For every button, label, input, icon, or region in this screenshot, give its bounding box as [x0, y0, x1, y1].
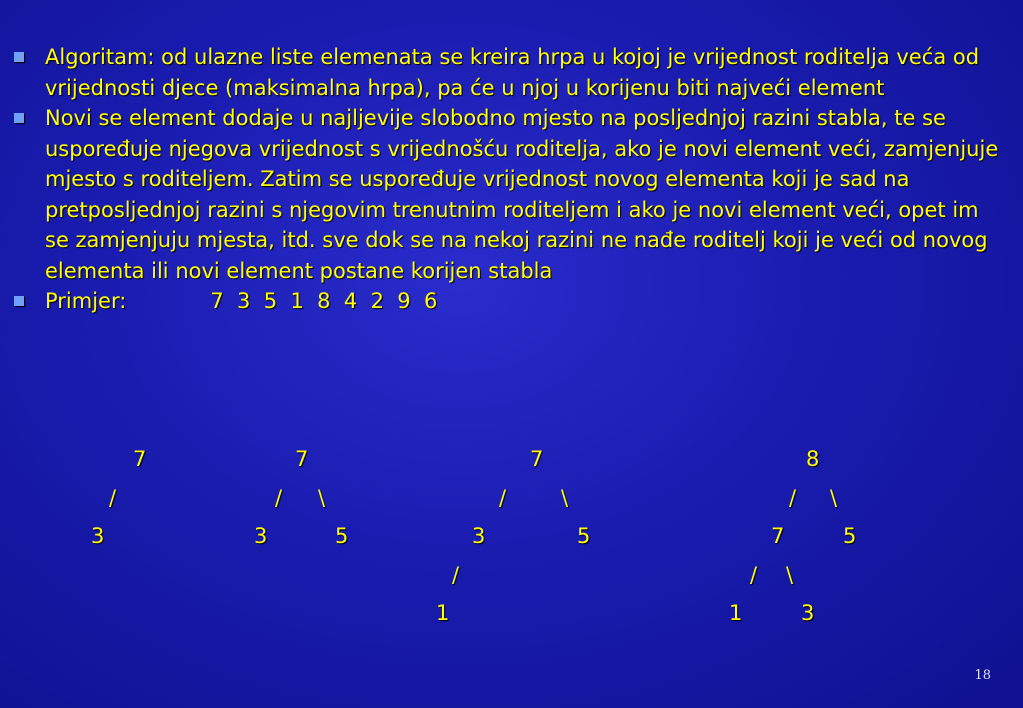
bullet-list — [14, 42, 1004, 317]
tree-node: 1 — [436, 601, 450, 625]
tree-edge: \ — [561, 486, 569, 510]
bullet-item-algorithm — [14, 42, 1004, 103]
tree-node: 7 — [530, 447, 544, 471]
tree-edge: / — [750, 563, 758, 587]
bullet-item-example — [14, 286, 1004, 317]
bullet-square-icon — [14, 113, 24, 123]
tree-edge: \ — [786, 563, 794, 587]
tree-node: 5 — [843, 524, 857, 548]
tree-node: 3 — [801, 601, 815, 625]
tree-node: 8 — [806, 447, 820, 471]
example-label: Primjer: — [45, 289, 127, 313]
tree-node: 5 — [577, 524, 591, 548]
tree-edge: / — [275, 486, 283, 510]
bullet-text: Novi se element dodaje u najljevije slobodno mjesto na posljednjoj razini stabla, te se uspoređuje njegova vrijednost s vrijednošću roditelja, ako je novi element veći, zamjenjuje mjesto s roditeljem. Zatim se uspoređuje vrijednost novog elementa koji je sad na pretposljednjoj razini s njegovim trenutnim roditeljem i ako je novi element veći, opet im se zamjenjuju mjesta, itd. sve dok se na nekoj razini ne nađe roditelj koji je veći od novog elementa ili novi element postane korijen stabla — [45, 106, 999, 283]
tree-edge: / — [789, 486, 797, 510]
bullet-item-insertion — [14, 103, 1004, 286]
bullet-square-icon — [14, 52, 24, 62]
tree-node: 3 — [254, 524, 268, 548]
tree-node: 7 — [295, 447, 309, 471]
tree-node: 7 — [133, 447, 147, 471]
tree-edge: / — [452, 563, 460, 587]
tree-edge: / — [109, 486, 117, 510]
page-number: 18 — [974, 668, 991, 683]
tree-node: 3 — [91, 524, 105, 548]
tree-node: 3 — [472, 524, 486, 548]
example-sequence: 7 3 5 1 8 4 2 9 6 — [210, 289, 438, 313]
tree-edge: / — [499, 486, 507, 510]
tree-node: 5 — [335, 524, 349, 548]
tree-node: 7 — [771, 524, 785, 548]
tree-edge: \ — [830, 486, 838, 510]
bullet-text: Algoritam: od ulazne liste elemenata se kreira hrpa u kojoj je vrijednost roditelja veća od vrijednosti djece (maksimalna hrpa), pa će u njoj u korijenu biti najveći element — [45, 45, 980, 100]
tree-node: 1 — [729, 601, 743, 625]
bullet-square-icon — [14, 296, 24, 306]
tree-edge: \ — [318, 486, 326, 510]
